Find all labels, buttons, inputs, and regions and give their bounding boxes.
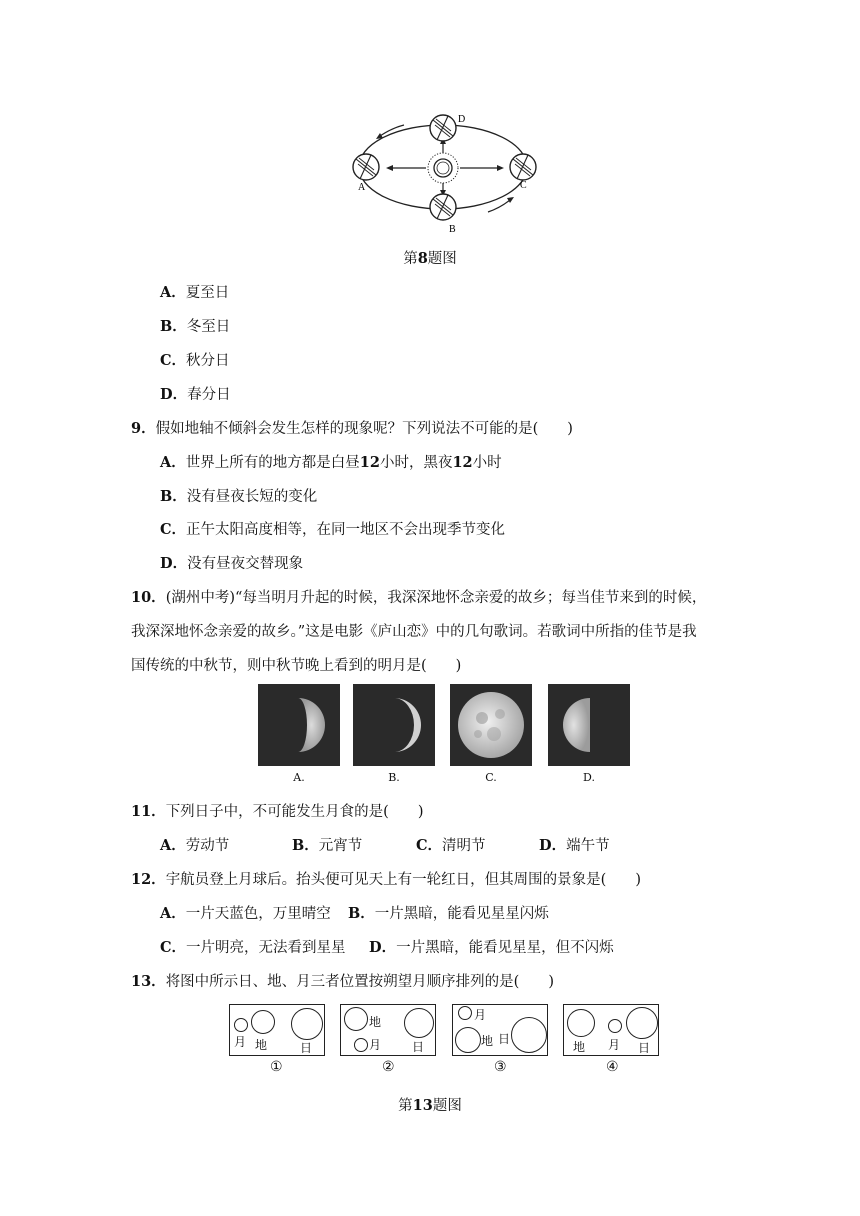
q12-option-b[interactable]: B．一片黑暗，能看见星星闪烁 <box>348 905 549 922</box>
sun-circle <box>291 1008 323 1040</box>
q10-stem-line1: 10．(湖州中考)“每当明月升起的时候，我深深地怀念亲爱的故乡；每当佳节来到的时候， <box>131 589 707 606</box>
moon-label-d: D. <box>583 771 595 784</box>
position-box-1 <box>229 1004 325 1056</box>
label-c: C <box>520 180 527 191</box>
moon-image-d <box>548 684 630 766</box>
sun-circle <box>626 1007 658 1039</box>
q10-stem-line3: 国传统的中秋节，则中秋节晚上看到的明月是( ) <box>131 658 462 674</box>
q9-option-a[interactable]: A．世界上所有的地方都是白昼12小时，黑夜12小时 <box>160 454 502 471</box>
earth-c-icon <box>510 154 536 180</box>
moon-circle <box>458 1006 472 1020</box>
q11-option-b[interactable]: B．元宵节 <box>292 837 363 854</box>
q11-option-c[interactable]: C．清明节 <box>416 837 486 854</box>
position-box-2 <box>340 1004 436 1056</box>
moon-circle <box>608 1019 622 1033</box>
earth-b-icon <box>430 194 456 220</box>
q9-stem: 9．假如地轴不倾斜会发生怎样的现象呢？下列说法不可能的是( ) <box>131 420 573 437</box>
moon-label-a: A. <box>293 771 305 784</box>
moon-image-b <box>353 684 435 766</box>
earth-label: 地 <box>481 1034 494 1048</box>
moon-image-c <box>450 684 532 766</box>
label-d: D <box>458 114 466 125</box>
moon-label-c: C. <box>485 771 497 784</box>
q9-option-b[interactable]: B．没有昼夜长短的变化 <box>160 488 318 505</box>
q11-stem: 11．下列日子中，不可能发生月食的是( ) <box>131 803 424 820</box>
q11-option-d[interactable]: D．端午节 <box>539 837 610 854</box>
earth-a-icon <box>353 154 379 180</box>
earth-circle <box>344 1007 368 1031</box>
figure-13-caption: 第13题图 <box>398 1097 462 1114</box>
q9-option-d[interactable]: D．没有昼夜交替现象 <box>160 555 304 572</box>
position-box-3 <box>452 1004 548 1056</box>
moon-label: 月 <box>369 1038 382 1052</box>
earth-circle <box>567 1009 595 1037</box>
moon-circle <box>354 1038 368 1052</box>
earth-label: 地 <box>573 1040 586 1054</box>
q13-stem: 13．将图中所示日、地、月三者位置按朔望月顺序排列的是( ) <box>131 973 554 990</box>
sun-circle <box>511 1017 547 1053</box>
q8-option-d[interactable]: D．春分日 <box>160 386 231 403</box>
sun-label: 日 <box>638 1041 651 1055</box>
q9-option-c[interactable]: C．正午太阳高度相等，在同一地区不会出现季节变化 <box>160 521 506 538</box>
box-number-4: ④ <box>606 1059 619 1075</box>
earth-label: 地 <box>255 1038 268 1052</box>
box-number-3: ③ <box>494 1059 507 1075</box>
sun-label: 日 <box>412 1040 425 1054</box>
sun-label: 日 <box>300 1041 313 1055</box>
q8-option-c[interactable]: C．秋分日 <box>160 352 230 369</box>
q12-option-a[interactable]: A．一片天蓝色，万里晴空 <box>160 905 331 922</box>
sun-circle <box>404 1008 434 1038</box>
earth-circle <box>251 1010 275 1034</box>
label-b: B <box>449 224 456 234</box>
moon-circle <box>234 1018 248 1032</box>
sun-icon <box>428 153 458 183</box>
q8-option-a[interactable]: A．夏至日 <box>160 284 230 301</box>
box-number-2: ② <box>382 1059 395 1075</box>
position-box-4 <box>563 1004 659 1056</box>
earth-label: 地 <box>369 1015 382 1029</box>
moon-image-a <box>258 684 340 766</box>
label-a: A <box>358 182 366 193</box>
earth-circle <box>455 1027 481 1053</box>
q11-option-a[interactable]: A．劳动节 <box>160 837 230 854</box>
q10-stem-line2: 我深深地怀念亲爱的故乡。”这是电影《庐山恋》中的几句歌词。若歌词中所指的佳节是我 <box>131 624 697 640</box>
moon-label: 月 <box>608 1038 621 1052</box>
q12-option-d[interactable]: D．一片黑暗，能看见星星，但不闪烁 <box>369 939 614 956</box>
orbit-diagram <box>340 108 550 234</box>
moon-label: 月 <box>234 1035 247 1049</box>
figure-8-caption: 第8题图 <box>403 250 457 267</box>
q8-option-b[interactable]: B．冬至日 <box>160 318 231 335</box>
q12-option-c[interactable]: C．一片明亮，无法看到星星 <box>160 939 346 956</box>
q12-stem: 12．宇航员登上月球后。抬头便可见天上有一轮红日，但其周围的景象是( ) <box>131 871 641 888</box>
earth-d-icon <box>430 115 456 141</box>
moon-label-b: B. <box>388 771 400 784</box>
sun-label: 日 <box>498 1032 511 1046</box>
box-number-1: ① <box>270 1059 283 1075</box>
moon-label: 月 <box>474 1008 487 1022</box>
